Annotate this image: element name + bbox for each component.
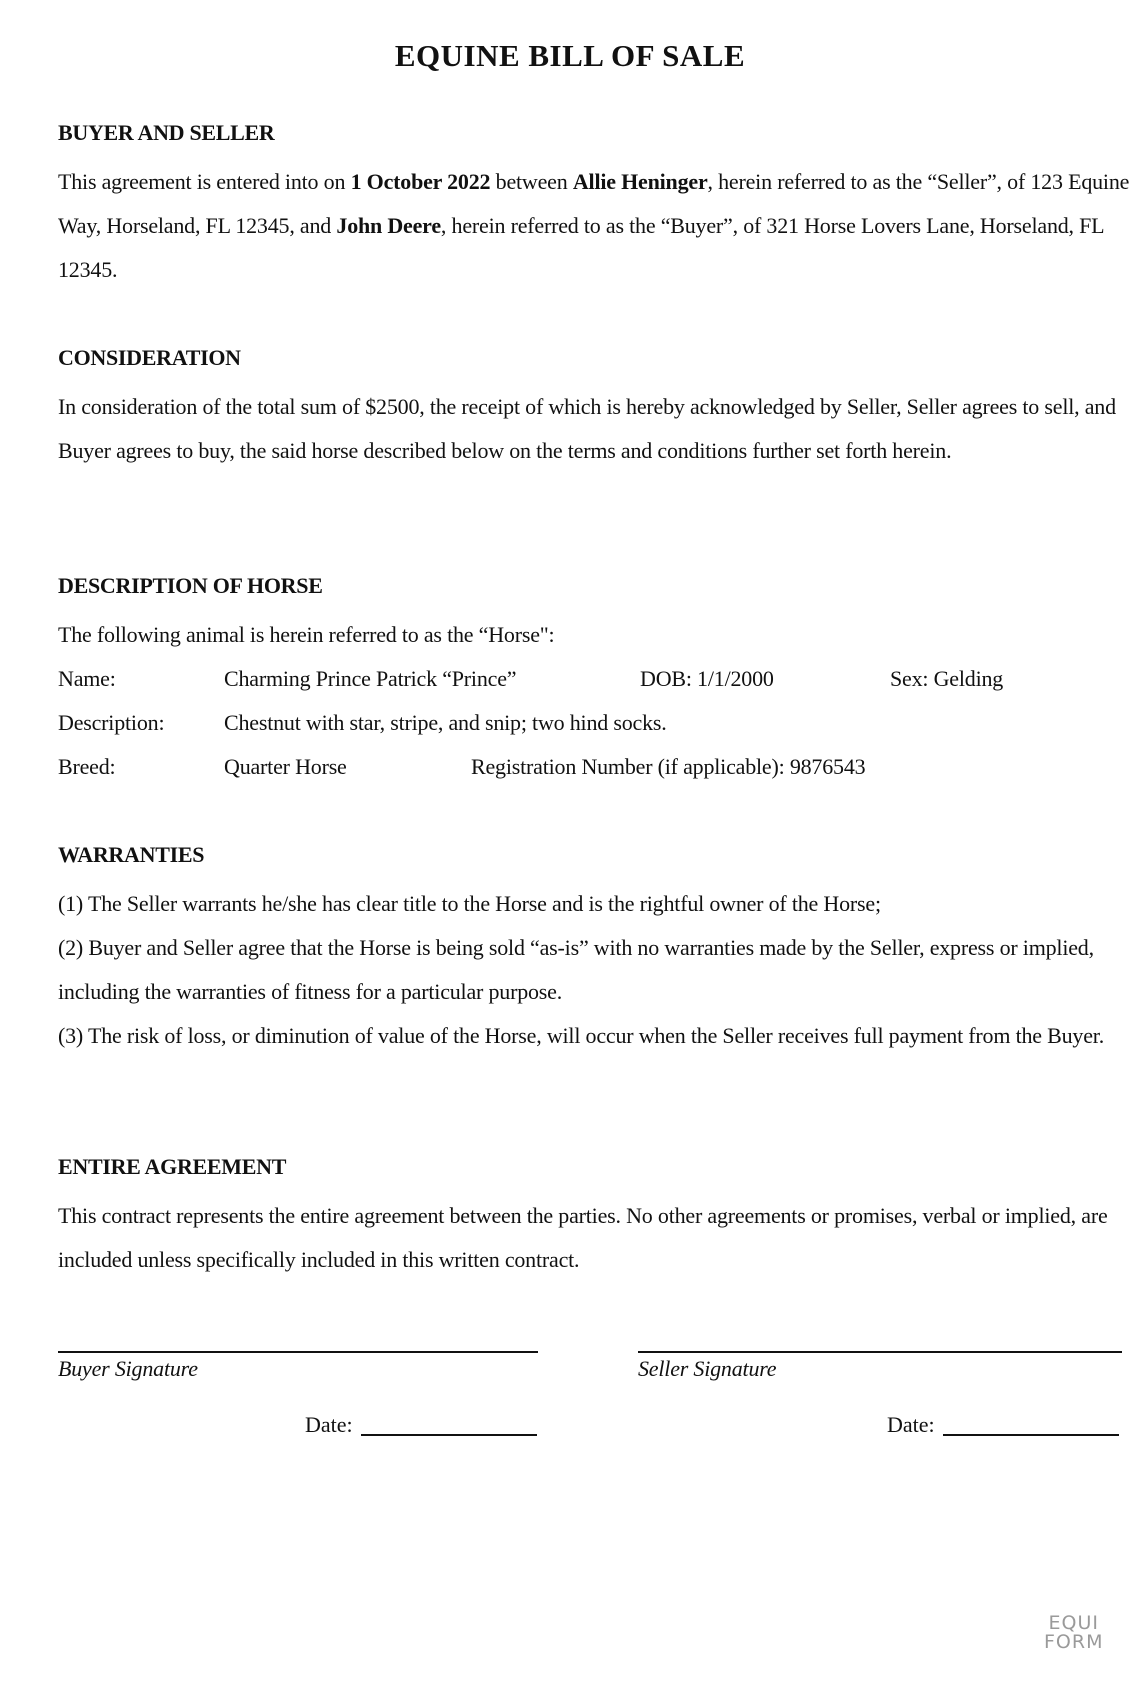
warranty-item: (3) The risk of loss, or diminution of value of the Horse, will occur when the Seller receives full payment from the Buyer. — [58, 1023, 1104, 1048]
section-consideration — [58, 343, 1130, 473]
logo-line-2: FORM — [1044, 1631, 1104, 1653]
seller-date-line — [943, 1434, 1119, 1436]
consideration-paragraph: In consideration of the total sum of $2500, the receipt of which is hereby acknowledged by Seller, Seller agrees to sell, and Buyer agrees to buy, the said horse described below on the terms and conditions further set forth herein. — [58, 394, 1116, 463]
section-heading-buyer-seller: BUYER AND SELLER — [58, 120, 275, 145]
name-label: Name: — [58, 666, 116, 691]
section-warranties — [58, 840, 1130, 1058]
section-heading-warranties: WARRANTIES — [58, 842, 205, 867]
registration-number: Registration Number (if applicable): 9876543 — [471, 754, 866, 779]
warranty-item: (2) Buyer and Seller agree that the Horse is being sold “as-is” with no warranties made by the Seller, express or implied, including the warranties of fitness for a particular purpose. — [58, 935, 1094, 1004]
logo-line-1: EQUI — [1048, 1612, 1099, 1634]
text-segment: , herein referred to as the “Buyer”, of 321 Horse Lovers Lane, Horseland, FL 12345. — [58, 213, 1104, 282]
horse-name: Charming Prince Patrick “Prince” — [224, 666, 517, 691]
seller-date-field — [887, 1412, 1119, 1438]
buyer-signature-line — [58, 1351, 538, 1353]
horse-breed-row — [58, 745, 1130, 789]
description-intro: The following animal is herein referred to as the “Horse": — [58, 622, 555, 647]
agreement-date: 1 October 2022 — [350, 169, 491, 194]
horse-breed: Quarter Horse — [224, 754, 347, 779]
section-heading-consideration: CONSIDERATION — [58, 345, 241, 370]
buyer-seller-paragraph — [58, 160, 1130, 292]
text-segment: between — [490, 169, 573, 194]
breed-label: Breed: — [58, 754, 116, 779]
section-description — [58, 571, 1130, 789]
section-heading-entire-agreement: ENTIRE AGREEMENT — [58, 1154, 287, 1179]
section-entire-agreement — [58, 1152, 1130, 1282]
text-segment: , herein referred to as the “Seller”, of 123 Equine Way, Horseland, FL 12345, and — [58, 169, 1130, 238]
equiform-logo — [1044, 1614, 1103, 1652]
description-intro-row — [58, 613, 1130, 657]
seller-name: Allie Heninger — [572, 169, 708, 194]
horse-description: Chestnut with star, stripe, and snip; two hind socks. — [224, 710, 667, 735]
buyer-date-label: Date: — [305, 1412, 353, 1437]
horse-description-row — [58, 701, 1130, 745]
text-segment: This agreement is entered into on — [58, 169, 351, 194]
buyer-name: John Deere — [336, 213, 441, 238]
horse-name-row — [58, 657, 1130, 701]
warranties-list — [58, 882, 1130, 1058]
description-label: Description: — [58, 710, 165, 735]
horse-sex: Sex: Gelding — [890, 666, 1004, 691]
seller-signature-line — [638, 1351, 1122, 1353]
seller-signature-label: Seller Signature — [638, 1356, 777, 1381]
buyer-signature-label: Buyer Signature — [58, 1356, 198, 1381]
entire-agreement-paragraph: This contract represents the entire agreement between the parties. No other agreements or promises, verbal or implied, are included unless specifically included in this written contract. — [58, 1203, 1108, 1272]
seller-date-label: Date: — [887, 1412, 935, 1437]
buyer-date-line — [361, 1434, 537, 1436]
document-title: EQUINE BILL OF SALE — [394, 38, 746, 73]
warranty-item: (1) The Seller warrants he/she has clear title to the Horse and is the rightful owner of the Horse; — [58, 891, 881, 916]
section-buyer-seller — [58, 118, 1130, 292]
section-heading-description: DESCRIPTION OF HORSE — [58, 573, 323, 598]
horse-dob: DOB: 1/1/2000 — [640, 666, 774, 691]
buyer-date-field — [305, 1412, 537, 1438]
